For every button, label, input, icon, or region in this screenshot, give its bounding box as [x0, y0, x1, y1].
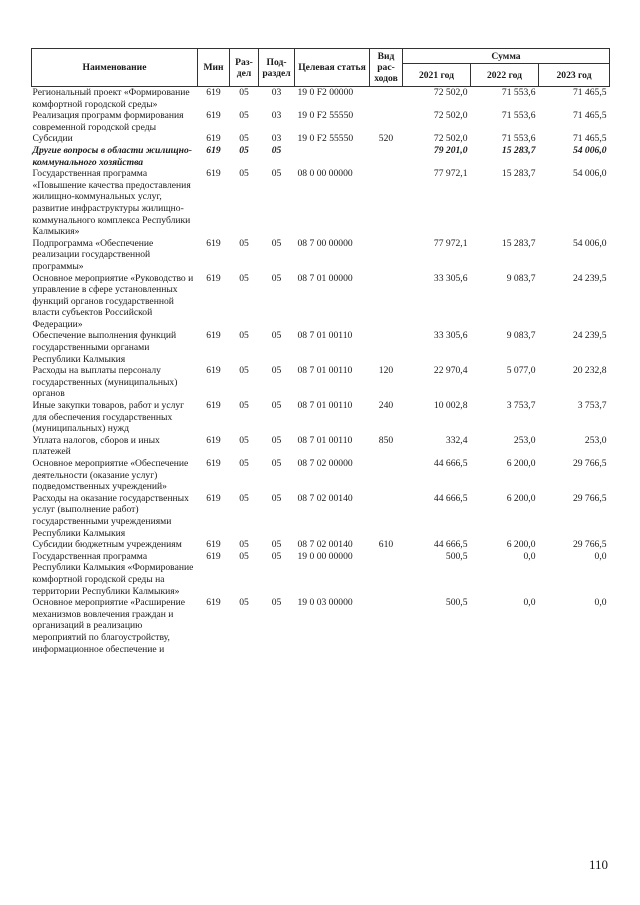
cell-y2021: 44 666,5: [433, 492, 468, 504]
cell-y2021: 33 305,6: [433, 272, 468, 284]
cell-vid: [370, 145, 403, 168]
cell-vid: [370, 168, 403, 238]
cell-min: 619: [206, 330, 221, 342]
cell-name: Расходы на выплаты персоналу государственных (муниципальных) органов: [32, 365, 178, 400]
cell-vid: [370, 551, 403, 597]
header-razdel: Раз-дел: [230, 49, 259, 87]
cell-name: Основное мероприятие «Обеспечение деятельности (оказание услуг) подведомственных учреждений»: [32, 458, 189, 493]
cell-podrazdel: 05: [271, 539, 282, 551]
cell-y2021: 44 666,5: [433, 458, 468, 469]
cell-y2022: 15 283,7: [501, 144, 536, 156]
cell-name: Основное мероприятие «Руководство и управление в сфере установленных функций органов государственной власти субъектов Российской Федерации»: [32, 272, 194, 330]
cell-name: Региональный проект «Формирование комфортной городской среды»: [32, 87, 190, 110]
header-sum: Сумма: [403, 49, 610, 64]
cell-razdel: 05: [239, 550, 249, 562]
cell-target: 08 7 01 00000: [297, 272, 353, 284]
table-body: [32, 87, 610, 656]
cell-name: Основное мероприятие «Расширение механизмов вовлечения граждан и организаций в реализацию мероприятий по благоустройству, информационное обеспечение и: [32, 597, 185, 655]
cell-vid: 850: [378, 434, 394, 446]
cell-y2021: 33 305,6: [433, 330, 468, 342]
cell-y2023: 54 006,0: [572, 144, 607, 156]
cell-y2023: 29 766,5: [572, 458, 607, 469]
cell-razdel: 05: [239, 144, 249, 156]
cell-name: Государственная программа «Повышение качества предоставления жилищно-коммунальных услуг, развитие инфраструктуры жилищно-коммунального комплекса Республики Калмыкия»: [32, 168, 191, 238]
cell-y2022: 6 200,0: [506, 539, 536, 551]
table-row: [32, 110, 610, 133]
cell-name: Другие вопросы в области жилищно-коммунального хозяйства: [32, 144, 192, 168]
cell-min: 619: [206, 168, 221, 180]
cell-target: 08 7 01 00110: [297, 330, 353, 342]
cell-target: 19 0 F2 00000: [297, 87, 354, 98]
cell-razdel: 05: [239, 272, 249, 284]
cell-target: 08 7 01 00110: [297, 365, 353, 377]
cell-min: 619: [206, 365, 221, 377]
cell-target: 19 0 03 00000: [297, 597, 353, 609]
cell-vid: 120: [378, 365, 394, 377]
cell-vid: [370, 238, 403, 273]
cell-vid: [370, 330, 403, 365]
cell-min: 619: [206, 539, 221, 551]
cell-podrazdel: 05: [271, 597, 282, 609]
cell-y2023: 0,0: [594, 550, 607, 562]
table-row: [32, 458, 610, 493]
cell-y2022: 71 553,6: [501, 133, 536, 145]
cell-min: 619: [206, 492, 221, 504]
cell-target: 19 0 F2 55550: [297, 110, 354, 122]
cell-y2022: 9 083,7: [506, 272, 536, 284]
cell-podrazdel: 05: [271, 458, 282, 469]
cell-vid: [370, 87, 403, 111]
budget-table: [31, 48, 610, 655]
table-row: [32, 539, 610, 551]
cell-podrazdel: 03: [271, 133, 282, 145]
cell-name: Обеспечение выполнения функций государственными органами Республики Калмыкия: [32, 330, 177, 365]
cell-razdel: 05: [239, 365, 249, 377]
page-number: 110: [589, 857, 609, 872]
cell-y2023: 54 006,0: [572, 168, 607, 180]
cell-y2022: 0,0: [523, 550, 536, 562]
header-vid: Вид рас-ходов: [370, 49, 403, 87]
cell-target: [295, 145, 370, 168]
cell-name: Подпрограмма «Обеспечение реализации государственной программы»: [32, 237, 154, 272]
cell-y2021: 500,5: [445, 597, 468, 609]
cell-name: Иные закупки товаров, работ и услуг для обеспечения государственных (муниципальных) нужд: [32, 400, 185, 435]
cell-vid: [370, 597, 403, 655]
cell-podrazdel: 03: [271, 87, 282, 98]
header-podrazdel: Под-раздел: [259, 49, 295, 87]
cell-name: Государственная программа Республики Калмыкия «Формирование комфортной городской среды на территории Республики Калмыкия»: [32, 550, 194, 597]
table-row: [32, 493, 610, 539]
cell-y2021: 500,5: [445, 550, 468, 562]
cell-vid: [370, 273, 403, 331]
cell-name: Реализация программ формирования современной городской среды: [32, 110, 184, 133]
cell-razdel: 05: [239, 492, 249, 504]
table-row: [32, 133, 610, 145]
header-target: Целевая статья: [295, 49, 370, 87]
table-row: [32, 435, 610, 458]
cell-target: 08 7 02 00140: [297, 492, 353, 504]
cell-target: 08 0 00 00000: [297, 168, 353, 180]
cell-y2021: 332,4: [445, 434, 468, 446]
cell-razdel: 05: [239, 597, 249, 609]
cell-podrazdel: 05: [271, 168, 282, 180]
cell-vid: 240: [378, 400, 394, 412]
cell-vid: [370, 458, 403, 493]
cell-y2022: 15 283,7: [501, 237, 536, 249]
cell-min: 619: [206, 458, 221, 469]
cell-y2023: 20 232,8: [572, 365, 607, 377]
cell-target: 08 7 01 00110: [297, 400, 353, 412]
header-2022: 2022 год: [471, 64, 539, 87]
cell-y2023: 54 006,0: [572, 237, 607, 249]
cell-podrazdel: 03: [271, 110, 282, 122]
cell-razdel: 05: [239, 330, 249, 342]
cell-y2022: 6 200,0: [506, 492, 536, 504]
cell-podrazdel: 05: [271, 237, 282, 249]
cell-y2023: 29 766,5: [572, 492, 607, 504]
cell-name: Уплата налогов, сборов и иных платежей: [32, 434, 160, 458]
cell-y2022: 253,0: [513, 434, 536, 446]
cell-y2021: 77 972,1: [433, 168, 468, 180]
cell-razdel: 05: [239, 133, 249, 145]
cell-y2021: 77 972,1: [433, 237, 468, 249]
header-min: Мин: [198, 49, 230, 87]
table-row: [32, 365, 610, 400]
cell-y2021: 10 002,8: [433, 400, 468, 412]
cell-y2023: 29 766,5: [572, 539, 607, 551]
table-row: [32, 238, 610, 273]
cell-min: 619: [206, 144, 221, 156]
cell-min: 619: [206, 237, 221, 249]
cell-y2022: 3 753,7: [506, 400, 536, 412]
cell-y2023: 71 465,5: [572, 87, 607, 98]
table-row: [32, 168, 610, 238]
cell-vid: [370, 493, 403, 539]
cell-min: 619: [206, 87, 221, 98]
cell-y2023: 24 239,5: [572, 330, 607, 342]
table-row: [32, 551, 610, 597]
cell-min: 619: [206, 272, 221, 284]
cell-y2022: 15 283,7: [501, 168, 536, 180]
cell-razdel: 05: [239, 434, 249, 446]
cell-y2021: 44 666,5: [433, 539, 468, 551]
header-2023: 2023 год: [539, 64, 610, 87]
cell-razdel: 05: [239, 87, 249, 98]
cell-y2022: 71 553,6: [501, 110, 536, 122]
cell-y2021: 79 201,0: [433, 144, 468, 156]
cell-name: Субсидии бюджетным учреждениям: [32, 539, 182, 551]
cell-vid: [370, 110, 403, 133]
cell-razdel: 05: [239, 110, 249, 122]
table-row: [32, 145, 610, 168]
cell-min: 619: [206, 597, 221, 609]
cell-podrazdel: 05: [271, 550, 282, 562]
table-row: [32, 400, 610, 435]
cell-podrazdel: 05: [271, 400, 282, 412]
cell-name: Расходы на оказание государственных услуг (выполнение работ) государственными учреждениями Республики Калмыкия: [32, 492, 189, 539]
cell-y2023: 24 239,5: [572, 272, 607, 284]
cell-podrazdel: 05: [271, 365, 282, 377]
cell-min: 619: [206, 434, 221, 446]
table-row: [32, 330, 610, 365]
cell-y2022: 71 553,6: [501, 87, 536, 98]
cell-y2022: 9 083,7: [506, 330, 536, 342]
header-2021: 2021 год: [403, 64, 471, 87]
table-row: [32, 273, 610, 331]
cell-y2022: 6 200,0: [506, 458, 536, 469]
header-name: Наименование: [32, 49, 198, 87]
cell-podrazdel: 05: [271, 492, 282, 504]
cell-podrazdel: 05: [271, 144, 282, 156]
cell-y2023: 253,0: [584, 434, 607, 446]
cell-name: Субсидии: [32, 133, 73, 145]
cell-razdel: 05: [239, 458, 249, 469]
cell-razdel: 05: [239, 237, 249, 249]
cell-y2021: 72 502,0: [433, 133, 468, 145]
cell-y2021: 22 970,4: [433, 365, 468, 377]
table-header: [32, 49, 610, 87]
cell-podrazdel: 05: [271, 272, 282, 284]
cell-y2021: 72 502,0: [433, 110, 468, 122]
cell-min: 619: [206, 133, 221, 145]
cell-podrazdel: 05: [271, 434, 282, 446]
cell-razdel: 05: [239, 400, 249, 412]
cell-min: 619: [206, 550, 221, 562]
cell-target: 19 0 00 00000: [297, 550, 353, 562]
cell-y2023: 71 465,5: [572, 110, 607, 122]
cell-y2023: 3 753,7: [577, 400, 607, 412]
cell-y2022: 5 077,0: [506, 365, 536, 377]
cell-target: 08 7 00 00000: [297, 237, 353, 249]
cell-target: 08 7 02 00140: [297, 539, 353, 551]
table-row: [32, 597, 610, 655]
cell-podrazdel: 05: [271, 330, 282, 342]
table-row: [32, 87, 610, 111]
cell-y2022: 0,0: [523, 597, 536, 609]
cell-target: 08 7 02 00000: [297, 458, 353, 469]
cell-target: 08 7 01 00110: [297, 434, 353, 446]
cell-vid: 520: [378, 133, 394, 145]
cell-target: 19 0 F2 55550: [297, 133, 354, 145]
cell-min: 619: [206, 400, 221, 412]
cell-y2023: 0,0: [594, 597, 607, 609]
cell-vid: 610: [378, 539, 394, 551]
cell-min: 619: [206, 110, 221, 122]
cell-razdel: 05: [239, 539, 249, 551]
cell-razdel: 05: [239, 168, 249, 180]
cell-y2021: 72 502,0: [433, 87, 468, 98]
cell-y2023: 71 465,5: [572, 133, 607, 145]
